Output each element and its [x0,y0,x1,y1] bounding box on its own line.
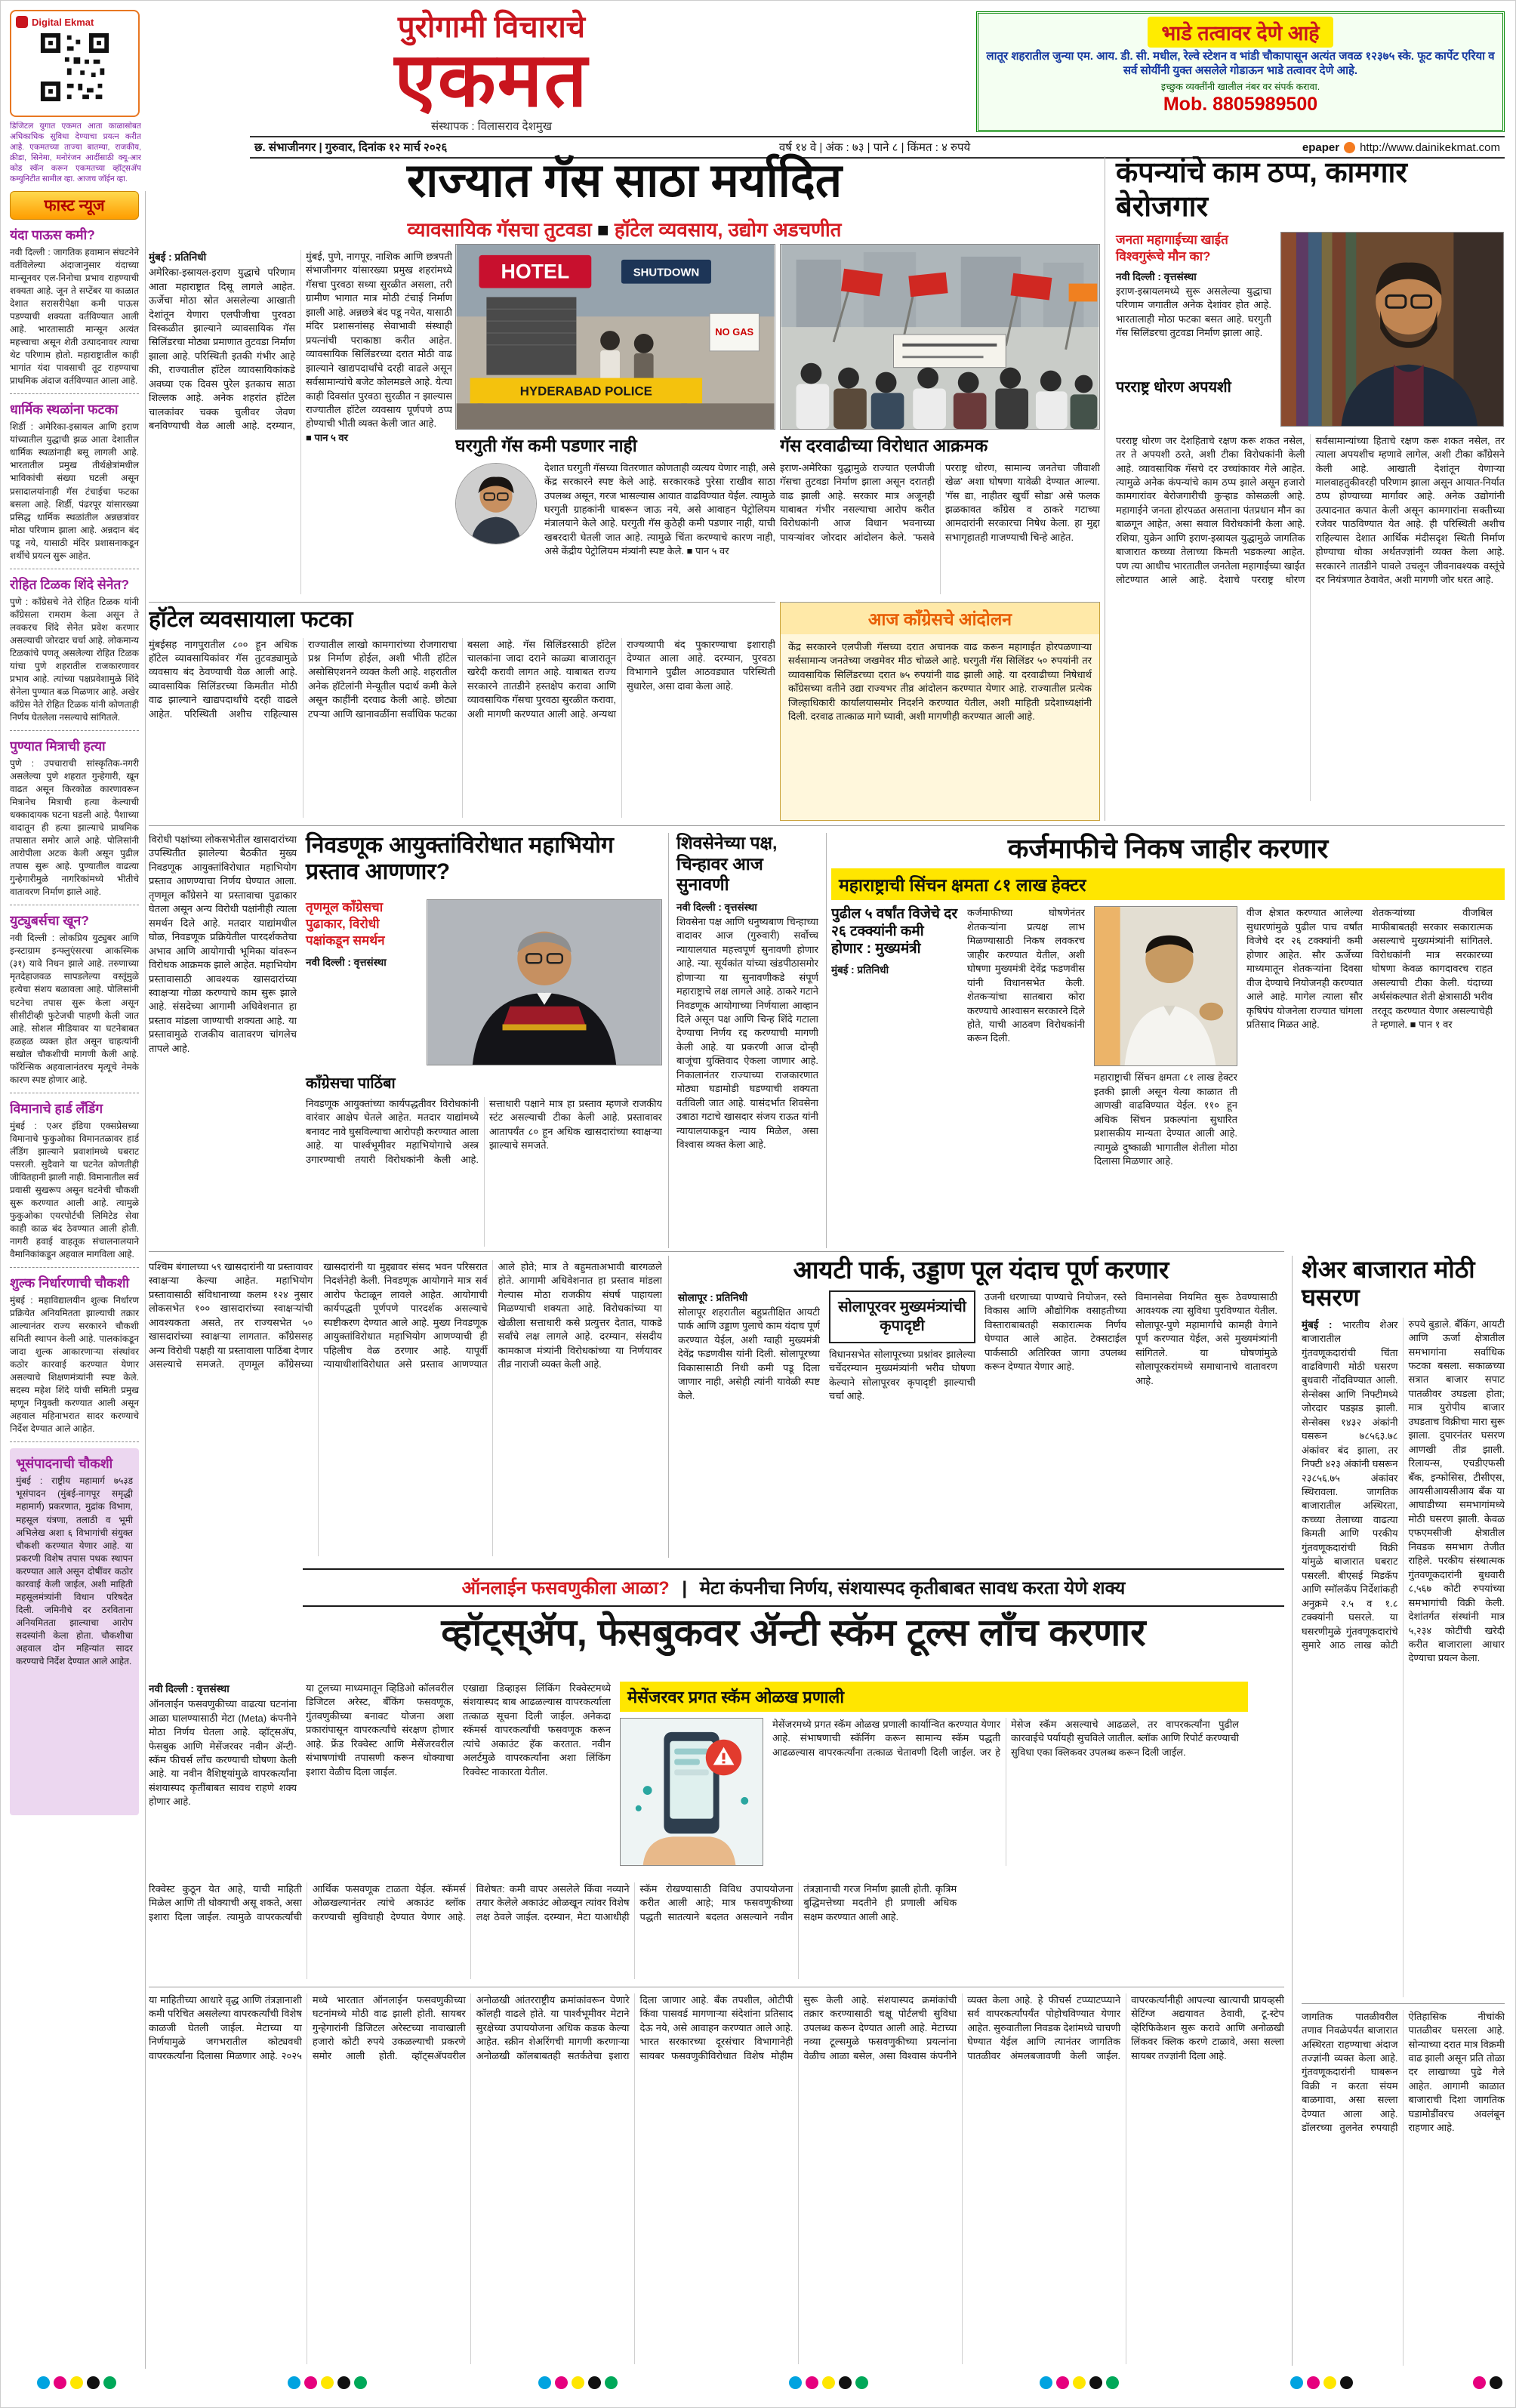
scam-body-colB: या टूलच्या माध्यमातून व्हिडिओ कॉलवरील डिजिटल अरेस्ट, बँकिंग फसवणूक, गुंतवणुकीच्या बनावट योजना अशा प्रकारांपासून वापरकर्त्यांचे संरक्षण होणार आहे. फ्रेंड रिक्वेस्ट आणि मेसेंजरवरील संभाषणांची तपासणी करून धोक्याचा इशारा वेळीच दिला जाईल. [306,1682,454,1777]
it-park-headline: आयटी पार्क, उड्डाण पूल यंदाच पूर्ण करणार [793,1256,1169,1284]
fast-news-headline: धार्मिक स्थळांना फटका [10,402,119,418]
scam-headline: व्हॉट्स्ॲप, फेसबुकवर ॲन्टी स्कॅम टूल्स लाँच करणार [441,1611,1146,1654]
price-hike-protest-substory [780,436,1100,597]
domestic-gas-headline: घरगुती गॅस कमी पडणार नाही [455,436,637,455]
solapur-cm-box-headline: सोलापूरवर मुख्यमंत्र्यांची कृपादृष्टी [829,1290,975,1343]
fast-news-title: फास्ट न्यूज [10,191,139,220]
companies-headline: कंपन्यांचे काम ठप्प, कामगार बेरोजगार [1116,157,1407,223]
congress-protest-headline: आज काँग्रेसचे आंदोलन [781,603,1099,634]
chief-minister-photo [1094,906,1237,1066]
section-divider [149,825,1505,826]
impeachment-story [149,833,662,1248]
police-barricade-text: HYDERABAD POLICE [519,384,652,399]
fast-news-body: शिर्डी : अमेरिका-इस्रायल आणि इराण यांच्यातील युद्धाची झळ आता देशातील धार्मिक स्थळांनाही बसू लागली आहे. भारतातील प्रमुख तीर्थक्षेत्रांमधील भाविकांची संख्या घटली असून प्रसादालयांनाही गॅस टंचाईचा फटका बसला आहे. शिर्डी, पंढरपूर यांसारख्या प्रसिद्ध धार्मिक स्थळांतील अन्नछत्रांवर मोठा परिणाम झाला आहे. अन्नदान बंद पडू नये, यासाठी मंदिर प्रशासनाकडून शर्थीचे प्रयत्न सुरू आहेत. [10,421,139,561]
fast-news-body: पुणे : काँग्रेसचे नेते रोहित टिळक यांनी काँग्रेसला रामराम केला असून ते लवकरच शिंदे सेनेत प्रवेश करणार असल्याची जोरदार चर्चा आहे. लोकमान्य टिळकांचे पणतू असलेल्या रोहित टिळक यांचा पुणे शहरातील राजकारणावर प्रभाव आहे. त्यांच्या पक्षप्रवेशामुळे शिंदे सेनेला पुण्यात बळ मिळणार आहे. अखेर काँग्रेस नेते रोहित टिळक यांनी कोणताही निर्णय घेतलेला नसल्याचे सांगितले. [10,596,139,723]
masthead-tagline: पुरोगामी विचाराचे [397,11,586,44]
impeachment-byline: नवी दिल्ली : वृत्तसंस्था [306,957,387,969]
lead-body [149,250,452,594]
fast-news-body: मुंबई : एअर इंडिया एक्सप्रेसच्या विमानाचे फुकुओका विमानतळावर हार्ड लँडिंग झाल्याने प्रवाशांमध्ये घबराट पसरली. सुदैवाने या घटनेत कोणतीही जीवितहानी झाली नाही. विमानातील सर्व प्रवासी सुखरूप असून घटनेची चौकशी सुरू करण्यात आली आहे. त्यामुळे फुकुओका एयरपोर्टची लिमिटेड सेवा काही काळ बंद ठेवण्यात आली होती. नागरी हवाई वाहतूक संचालनालयाने वैमानिकांकडून अहवाल मागविला आहे. [10,1120,139,1260]
scam-kicker-black: मेटा कंपनीचा निर्णय, संशयास्पद कृतीबाबत सावध करता येणे शक्य [699,1578,1126,1599]
domestic-gas-substory [455,436,775,597]
it-park-body-col3: विमानसेवा नियमित सुरू ठेवण्यासाठी आवश्यक त्या सुविधा पुरविण्यात येतील. सोलापूर-पुणे महामार्गाचे कामही वेगाने पूर्ण करण्यात येईल, असे मुख्यमंत्र्यांनी सांगितले. या घोषणांमुळे सोलापूरकरांमध्ये समाधानाचे वातावरण आहे. [1135,1290,1277,1386]
scam-body-colC: एखाद्या डिव्हाइस लिंकिंग रिक्वेस्टमध्ये संशयास्पद बाब आढळल्यास वापरकर्त्याला तत्काळ सूचना दिली जाईल. अनेकदा स्कॅमर्स वापरकर्त्यांची फसवणूक करून त्यांचे अकाउंट हॅक करतात. नवीन अलर्टमुळे वापरकर्त्यांना अशा लिंकिंग रिक्वेस्ट नाकारता येतील. [463,1682,611,1777]
hotel-impact-body: मुंबईसह नागपुरातील ८०० हून अधिक हॉटेल व्यावसायिकांवर गॅस तुटवड्यामुळे व्यवसाय बंद ठेवण्याची वेळ आली आहे. व्यावसायिक सिलिंडरच्या किमतीत मोठी वाढ झाल्याने खाद्यपदार्थांचे दरही वाढले आहेत. परिस्थिती अशीच राहिल्यास राज्यातील लाखो कामगारांच्या रोजगाराचा प्रश्न निर्माण होईल, अशी भीती हॉटेल असोसिएशनने व्यक्त केली आहे. शहरातील अनेक हॉटेलांनी मेन्यूतील पदार्थ कमी केले असून काहींनी दरवाढ केली आहे. छोट्या टपऱ्या आणि खानावळींना सर्वाधिक फटका बसला आहे. गॅस सिलिंडरसाठी हॉटेल चालकांना जादा दराने काळ्या बाजारातून खरेदी करावी लागत आहे. याबाबत राज्य सरकारने तातडीने हस्तक्षेप करावा आणि व्यावसायिक गॅसचा पुरवठा सुरळीत करावा, अशी मागणी करण्यात आली आहे. अन्यथा राज्यव्यापी बंद पुकारण्याचा इशाराही देण्यात आला आहे. दरम्यान, पुरवठा विभागाने पुढील आठवड्यात परिस्थिती सुधारेल, असा दावा केला आहे. [149,638,775,720]
loan-waiver-story [831,833,1505,1248]
fast-news-item-religious-places [10,400,139,569]
impeachment-continuation: पश्चिम बंगालच्या ५९ खासदारांनी या प्रस्तावावर स्वाक्षऱ्या केल्या आहेत. महाभियोग प्रस्तावासाठी संविधानाच्या कलम १२४ नुसार लोकसभेत १०० खासदारांच्या स्वाक्षऱ्यांची आवश्यकता असते, तर राज्यसभेत ५० खासदारांच्या स्वाक्षऱ्या लागतात. काँग्रेससह अन्य विरोधी पक्षही या प्रस्तावाला पाठिंबा देणार असल्याचे समजते. तृणमूल काँग्रेसच्या खासदारांनी या मुद्द्यावर संसद भवन परिसरात निदर्शनेही केली. निवडणूक आयोगाने मात्र सर्व आरोप फेटाळून लावले आहेत. आयोगाची कार्यपद्धती पूर्णपणे पारदर्शक असल्याचे स्पष्टीकरण देण्यात आले आहे. मुख्य निवडणूक आयुक्तांविरोधात महाभियोग आणण्याची ही पहिलीच वेळ ठरणार आहे. यापूर्वी न्यायाधीशांविरोधात असे प्रस्ताव आणण्यात आले होते; मात्र ते बहुमताअभावी बारगळले होते. आगामी अधिवेशनात हा प्रस्ताव मांडला गेल्यास मोठा राजकीय संघर्ष पाहायला मिळण्याची शक्यता आहे. विरोधकांच्या या खेळीला सत्ताधारी कसे प्रत्युत्तर देतात, याकडे सर्वांचे लक्ष लागले आहे. दरम्यान, संसदीय कामकाज मंत्र्यांनी विरोधकांच्या या निर्णयावर तीव्र नाराजी व्यक्त केली आहे. [149,1261,662,1370]
loan-body-col2: महाराष्ट्राची सिंचन क्षमता ८१ लाख हेक्टर इतकी झाली असून येत्या काळात ती आणखी वाढविण्यात येईल. ११० हून अधिक सिंचन प्रकल्पांना सुधारित प्रशासकीय मान्यता देण्यात आली आहे. त्यामुळे दुष्काळी भागातील शेतीला मोठा दिलासा मिळणार आहे. [1094,1071,1237,1167]
fast-news-headline: शुल्क निर्धारणाची चौकशी [10,1275,130,1291]
fast-news-body: नवी दिल्ली : जागतिक हवामान संघटनेने वर्तविलेल्या अंदाजानुसार यंदाच्या मान्सूनवर एल-निनोचा प्रभाव राहण्याची शक्यता आहे. जून ते सप्टेंबर या काळात देशात सरासरीपेक्षा कमी पाऊस पडण्याची शक्यता वर्तविण्यात आली आहे. भारतासाठी मान्सून अत्यंत महत्त्वाचा असून शेती उत्पादनावर त्याचा थेट परिणाम होतो. महाराष्ट्रातील काही भागांत यंदा पावसाची तूट राहण्याचा प्राथमिक अंदाज वर्तविण्यात आला आहे. [10,247,139,387]
epaper-icon [1344,142,1355,153]
loan-body-col4: शेतकऱ्यांच्या वीजबिल माफीबाबतही सरकार सकारात्मक असल्याचे मुख्यमंत्र्यांनी सांगितले. विरोधकांनी मात्र सरकारच्या घोषणा केवळ कागदावरच राहत असल्याची टीका केली. यंदाच्या अर्थसंकल्पात शेती क्षेत्रासाठी भरीव तरतूद करण्यात येणार असल्याचेही ते म्हणाले. ■ पान १ वर [1372,907,1493,1031]
share-market-body: भारतीय शेअर बाजारातील गुंतवणूकदारांची चिंता वाढविणारी मोठी घसरण बुधवारी नोंदविण्यात आली. सेन्सेक्स आणि निफ्टीमध्ये जोरदार पडझड झाली. सेन्सेक्स १४३२ अंकांनी घसरून ७८५६३.७८ अंकांवर बंद झाला, तर निफ्टी ४२३ अंकांनी घसरून २३८५६.७५ अंकांवर स्थिरावला. जागतिक बाजारातील अस्थिरता, कच्च्या तेलाच्या वाढत्या किमती आणि परकीय गुंतवणूकदारांची विक्री यांमुळे बाजारात घबराट पसरली. बीएसई मिडकॅप आणि स्मॉलकॅप निर्देशांकही अनुक्रमे २.५ व १.८ टक्क्यांनी घसरले. या घसरणीमुळे गुंतवणूकदारांचे सुमारे आठ लाख कोटी रुपये बुडाले. बँकिंग, आयटी आणि ऊर्जा क्षेत्रातील समभागांना सर्वाधिक फटका बसला. सकाळच्या सत्रात बाजार सपाट पातळीवर उघडला होता; मात्र युरोपीय बाजार उघडताच विक्रीचा मारा सुरू झाला. दुपारनंतर घसरण आणखी तीव्र झाली. रिलायन्स, एचडीएफसी बँक, इन्फोसिस, टीसीएस, आयसीआयसीआय बँक या आघाडीच्या समभागांमध्ये मोठी घसरण झाली. केवळ एफएमसीजी क्षेत्रातील निवडक समभाग तेजीत राहिले. परकीय संस्थात्मक गुंतवणूकदारांनी बुधवारी ८,५६७ कोटी रुपयांच्या समभागांची विक्री केली. देशांतर्गत संस्थांनी मात्र ५,२३४ कोटींची खरेदी करीत बाजाराला आधार देण्याचा प्रयत्न केला. [1302,1318,1505,1664]
loan-body-col1: कर्जमाफीच्या घोषणेनंतर शेतकऱ्यांना प्रत्यक्ष लाभ मिळण्यासाठी निकष लवकरच जाहीर करण्यात येतील, अशी घोषणा मुख्यमंत्री देवेंद्र फडणवीस यांनी विधानसभेत केली. शेतकऱ्यांचा सातबारा कोरा करण्याचे आश्वासन सरकारने दिले होते, याची आठवण विरोधकांनी करून दिली. [967,907,1085,1044]
no-gas-poster-text: NO GAS [715,326,754,338]
scam-alert-illustration [620,1718,763,1866]
fast-news-headline: पुण्यात मित्राची हत्या [10,738,106,754]
domestic-gas-body: देशात घरगुती गॅसच्या वितरणात कोणताही व्यत्यय येणार नाही, असे केंद्र सरकारने स्पष्ट केले आहे. सरकारकडे पुरेसा राखीव साठा उपलब्ध असून, गरज भासल्यास आयात वाढविण्यात येईल. त्यामुळे घरगुती ग्राहकांनी घाबरून जाऊ नये, असे आवाहन पेट्रोलियम मंत्रालयाने केले आहे. घरगुती गॅस कुठेही कमी पडणार नाही, याची खबरदारी घेतली जात आहे. त्यामुळे चिंता करण्याचे कारण नाही, असे केंद्रीय पेट्रोलियम मंत्र्यांनी स्पष्ट केले. ■ पान ५ वर [544,461,775,557]
ad-contact: इच्छुक व्यक्तींनी खालील नंबर वर संपर्क करावा. [1160,81,1320,92]
gas-shortage-hotel-photo [455,244,775,430]
lead-subhead-right: हॉटेल व्यवसाय, उद्योग अडचणीत [614,218,842,241]
issue-info: वर्ष १४ वे | अंक : ७३ | पाने ८ | किंमत : ४ रुपये [778,141,971,154]
fast-news-item-rohit-tilak [10,575,139,731]
fast-news-item-hard-landing [10,1099,139,1268]
hotel-impact-story [149,602,775,821]
rental-ad-box [976,11,1505,132]
phone-warning-illustration [621,1719,763,1865]
print-registration-marks [1,2376,1516,2394]
price-hike-body: इराण-अमेरिका युद्धामुळे राज्यात एलपीजी गॅसचा तुटवडा निर्माण झाला असून दरातही वाढ झाली आहे. सरकार मात्र अजूनही याबाबत गंभीर नसल्याचा आरोप करीत विरोधकांनी आज विधान भवनाच्या पायऱ्यांवर जोरदार आंदोलन केले. 'फसवे परराष्ट्र धोरण, सामान्य जनतेचा जीवाशी खेळ' अशा घोषणा यावेळी देण्यात आल्या. 'गॅस द्या, नाहीतर खुर्ची सोडा' असे फलक झळकावत काँग्रेस व ठाकरे गटाच्या आमदारांनी सरकारचा निषेध केला. हा मुद्दा सभागृहातही गाजण्याची चिन्हे आहेत. [780,461,1100,543]
impeachment-headline: निवडणूक आयुक्तांविरोधात महाभियोग प्रस्ताव आणणार? [306,833,614,884]
ekmat-logo-icon [16,16,28,28]
scam-kicker-bar [303,1568,1284,1607]
fast-news-body: पुणे : उपचाराची सांस्कृतिक-नगरी असलेल्या पुणे शहरात गुन्हेगारी, खून वाढत असून किरकोळ कारणावरून मित्रानेच मित्राची हत्या केल्याची धक्कादायक घटना घडली आहे. पैशाच्या वादातून ही हत्या झाल्याचे प्राथमिक तपासात समोर आले आहे. पोलिसांनी आरोपीला अटक केली असून पुढील तपास सुरू आहे. पुण्यातील वाढत्या गुन्हेगारीमुळे नागरिकांमध्ये भीतीचे वातावरण निर्माण झाले आहे. [10,758,139,898]
loan-byline: मुंबई : प्रतिनिधी [831,964,889,976]
fast-news-body: मुंबई : महाविद्यालयीन शुल्क निर्धारण प्रक्रियेत अनियमितता झाल्याची तक्रार आल्यानंतर राज्य सरकारने चौकशी समिती स्थापन केली आहे. पालकांकडून जादा शुल्क आकारणाऱ्या संस्थांवर कठोर कारवाई करण्यात येणार असल्याचे शिक्षणमंत्र्यांनी स्पष्ट केले. सदस्य महेश शिंदे यांची समिती प्रमुख म्हणून नियुक्ती करण्यात आली असून अहवाल महिनाभरात सादर करण्याचे निर्देश देण्यात आले आहेत. [10,1295,139,1435]
fast-news-sidebar [10,191,146,2369]
shivsena-headline: शिवसेनेच्या पक्ष, चिन्हावर आज सुनावणी [676,833,778,895]
lead-body-text: अमेरिका-इस्रायल-इराण युद्धाचे परिणाम आता महाराष्ट्रात दिसू लागले आहेत. ऊर्जेचा मोठा स्रोत असलेल्या आखाती देशांतून येणारा एलपीजीचा पुरवठा विस्कळीत झाल्याने व्यावसायिक गॅस सिलिंडरचा मोठ्या प्रमाणात तुटवडा निर्माण झाला आहे. परिस्थिती इतकी गंभीर आहे की, राज्यातील हॉटेल व्यावसायिकांकडे अवघ्या एक दिवस पुरेल इतकाच साठा शिल्लक आहे. अनेक शहरांत हॉटेल चालकांवर चक्क चुलीवर जेवण बनविण्याची वेळ आली आहे. दरम्यान, मुंबई, पुणे, नागपूर, नाशिक आणि छत्रपती संभाजीनगर यांसारख्या प्रमुख शहरांमध्ये गॅसचा पुरवठा सध्या सुरळीत असला, तरी ग्रामीण भागात मात्र मोठी टंचाई निर्माण झाली आहे. अन्नछत्रे बंद पडू नयेत, यासाठी मंदिर प्रशासनांसह सेवाभावी संस्थाही प्रयत्नांची पराकाष्ठा करीत आहेत. व्यावसायिक सिलिंडरच्या दरात मोठी वाढ झाल्याने खाद्यपदार्थांचे दरही वाढले असून सर्वसामान्यांचे बजेट कोलमडले आहे. येत्या काही दिवसांत पुरवठा सुरळीत न झाल्यास राज्यातील हॉटेल व्यवसाय पूर्णपणे ठप्प होण्याची भीती व्यक्त केली जात आहे. [149,251,452,432]
scam-body-middle: रिक्वेस्ट कुठून येत आहे, याची माहिती मिळेल आणि ती धोक्याची असू शकते, असा इशारा दिला जाईल. त्यामुळे वापरकर्त्यांची आर्थिक फसवणूक टाळता येईल. स्कॅमर्स ओळखल्यानंतर त्यांचे अकाउंट ब्लॉक करण्याची सुविधाही देण्यात येणार आहे. विशेषत: कमी वापर असलेले किंवा नव्याने तयार केलेले अकाउंट ओळखून त्यांवर विशेष लक्ष ठेवले जाईल. दरम्यान, मेटा याआधीही स्कॅम रोखण्यासाठी विविध उपाययोजना करीत आली आहे; मात्र फसवणुकीच्या पद्धती सातत्याने बदलत असल्याने नवीन तंत्रज्ञानाची गरज निर्माण झाली होती. कृत्रिम बुद्धिमत्तेच्या मदतीने ही प्रणाली अधिक सक्षम करण्यात आली आहे. [149,1883,957,1922]
fast-news-headline: रोहित टिळक शिंदे सेनेत? [10,576,130,592]
hotel-sign-text: HOTEL [501,260,570,283]
companies-shutdown-story [1105,156,1505,821]
it-park-body-col2: उजनी धरणाच्या पाण्याचे नियोजन, रस्ते विकास आणि औद्योगिक वसाहतीच्या विस्ताराबाबतही सकारात्मक निर्णय घेण्यात आले आहेत. टेक्सटाईल पार्कसाठी अतिरिक्त जागा उपलब्ध करून देण्यात येणार आहे. [984,1290,1126,1373]
official-portrait-photo [455,463,537,544]
companies-body-main: परराष्ट्र धोरण जर देशहिताचे रक्षण करू शकत नसेल, तर ते अपयशी ठरते, अशी टीका विरोधकांनी केली आहे. व्यावसायिक गॅसचे दर उच्चांकावर गेले आहेत. त्यामुळे अनेक कंपन्यांचे काम ठप्प झाले असून हजारो कामगारांवर बेरोजगारीची कुऱ्हाड कोसळली आहे. महागाईने जनता होरपळत असताना पंतप्रधान मौन का बाळगून आहेत, असा सवाल विरोधकांनी केला आहे. रशिया, युक्रेन आणि इराण-इस्रायल युद्धामुळे जागतिक बाजारात कच्च्या तेलाच्या किमती भडकल्या आहेत. पण त्या आधीच भारतातील जनतेला महागाईच्या खाईत लोटण्यात आले आहे. देशाचे परराष्ट्र धोरण सर्वसामान्यांच्या हिताचे रक्षण करू शकत नसेल, तर त्याला अपयशीच म्हणावे लागेल, अशी टीका काँग्रेसने केली आहे. आखाती देशांतून येणाऱ्या मालवाहतुकीवरही परिणाम झाला असून आयात-निर्यात ठप्प होण्याच्या मार्गावर आहे. अनेक उद्योगांनी उत्पादनात कपात केली असून कामगारांना सक्तीच्या रजेवर पाठविण्यात येत आहे. ही परिस्थिती अशीच राहिल्यास देशात आर्थिक मंदीसदृश स्थिती निर्माण होण्याचा धोका अर्थतज्ज्ञांनी व्यक्त केला आहे. सरकारने तातडीने पावले उचलून जीवनावश्यक वस्तूंचे दर नियंत्रणात ठेवावेत, अशी मागणी जोर धरत आहे. [1116,434,1505,586]
qr-brand-title: Digital Ekmat [32,16,94,28]
lead-jump-ref: ■ पान ५ वर [306,431,348,443]
ad-title: भाडे तत्वावर देणे आहे [1148,17,1333,48]
share-market-headline: शेअर बाजारात मोठी घसरण [1302,1256,1475,1311]
it-park-body-col1: सोलापूर शहरातील बहुप्रतीक्षित आयटी पार्क आणि उड्डाण पुलाचे काम यंदाच पूर्ण करण्यात येईल, अशी ग्वाही मुख्यमंत्री देवेंद्र फडणवीस यांनी दिली. सोलापूरच्या विकासासाठी निधी कमी पडू दिला जाणार नाही, असेही त्यांनी यावेळी स्पष्ट केले. [678,1306,820,1401]
lead-byline: मुंबई : प्रतिनिधी [149,251,207,263]
congress-support-subhead: काँग्रेसचा पाठिंबा [306,1075,396,1092]
irrigation-highlight-bar: महाराष्ट्राची सिंचन क्षमता ८१ लाख हेक्टर [831,868,1505,900]
fast-news-headline: विमानाचे हार्ड लँडिंग [10,1100,103,1116]
scam-body-colA [149,1682,297,1873]
election-commissioner-photo [427,899,662,1065]
fast-news-item-pune-murder [10,737,139,905]
scam-body-lower: या माहितीच्या आधारे वृद्ध आणि तंत्रज्ञानाशी कमी परिचित असलेल्या वापरकर्त्यांची विशेष काळजी घेतली जाईल. मेटाच्या या निर्णयामुळे जगभरातील कोट्यवधी वापरकर्त्यांना दिलासा मिळणार आहे. २०२५ मध्ये भारतात ऑनलाईन फसवणुकीच्या घटनांमध्ये मोठी वाढ झाली होती. सायबर गुन्हेगारांनी डिजिटल अरेस्टच्या नावाखाली हजारो कोटी रुपये उकळल्याची प्रकरणे समोर आली होती. व्हॉट्सॲपवरील अनोळखी आंतरराष्ट्रीय क्रमांकांवरून येणारे कॉलही वाढले होते. या पार्श्वभूमीवर मेटाने सुरक्षेच्या उपाययोजना अधिक कडक केल्या आहेत. स्क्रीन शेअरिंगची मागणी करणाऱ्या अनोळखी कॉलबाबतही सतर्कतेचा इशारा दिला जाणार आहे. बँक तपशील, ओटीपी किंवा पासवर्ड मागणाऱ्या संदेशांना प्रतिसाद देऊ नये, असे आवाहन करण्यात आले आहे. भारत सरकारच्या दूरसंचार विभागानेही सायबर फसवणुकीविरोधात विशेष मोहीम सुरू केली आहे. संशयास्पद क्रमांकांची तक्रार करण्यासाठी चक्षू पोर्टलची सुविधा उपलब्ध करून देण्यात आली आहे. मेटाच्या नव्या टूल्समुळे फसवणुकीच्या प्रयत्नांना वेळीच आळा बसेल, असा विश्वास कंपनीने व्यक्त केला आहे. हे फीचर्स टप्प्याटप्प्याने सर्व वापरकर्त्यांपर्यंत पोहोचविण्यात येणार आहेत. सुरुवातीला निवडक देशांमध्ये चाचणी घेण्यात येईल आणि त्यानंतर जागतिक पातळीवर अंमलबजावणी केली जाईल. वापरकर्त्यांनीही आपल्या खात्याची प्रायव्हसी सेटिंग्ज अद्ययावत ठेवावी, टू-स्टेप व्हेरिफिकेशन सुरू करावे आणि अनोळखी लिंकवर क्लिक करणे टाळावे, असा सल्ला सायबर तज्ज्ञांनी दिला आहे. [149,1987,1284,2364]
protest-scene [781,245,1099,429]
regmark-group [288,2376,371,2393]
regmark-group [1473,2376,1506,2393]
foreign-policy-subhead: परराष्ट्र धोरण अपयशी [1116,378,1231,396]
ad-phone-number: Mob. 8805989500 [1163,93,1318,115]
regmark-group [1040,2376,1123,2393]
impeachment-body-col2: निवडणूक आयुक्तांच्या कार्यपद्धतीवर विरोधकांनी वारंवार आक्षेप घेतले आहेत. मतदार याद्यांमध्ये बनावट नावे घुसविल्याचा आरोपही करण्यात आला आहे. या पार्श्वभूमीवर महाभियोगाचे अस्त्र उगारण्याची तयारी विरोधकांनी केली आहे. सत्ताधारी पक्षाने मात्र हा प्रस्ताव म्हणजे राजकीय स्टंट असल्याची टीका केली आहे. प्रस्तावावर आतापर्यंत ८० हून अधिक खासदारांच्या स्वाक्षऱ्या झाल्याचे समजते. [306,1098,662,1165]
masthead-founder: संस्थापक : विलासराव देशमुख [430,120,553,133]
impeachment-kicker: तृणमूल काँग्रेसचा पुढाकार, विरोधी पक्षांकडून समर्थन [306,900,385,948]
subhead-bullet-icon: ■ [596,218,609,241]
fast-news-headline: युट्युबर्सचा खून? [10,913,89,929]
shivsena-byline: नवी दिल्ली : वृत्तसंस्था [676,901,757,913]
shutdown-banner-text: SHUTDOWN [633,267,700,279]
hotel-impact-headline: हॉटेल व्यवसायाला फटका [149,607,353,632]
congress-protest-body: केंद्र सरकारने एलपीजी गॅसच्या दरात अचानक वाढ करून महागाईत होरपळणाऱ्या सर्वसामान्य जनतेच्या जखमेवर मीठ चोळले आहे. घरगुती गॅस सिलिंडर ५० रुपयांनी तर व्यावसायिक सिलिंडरच्या दरात ७५ रुपयांनी वाढ झाली आहे. या दरवाढीच्या निषेधार्थ काँग्रेसच्या वतीने उद्या राज्यभर तीव्र आंदोलन करण्यात येणार आहे. राज्यातील प्रत्येक जिल्हाधिकारी कार्यालयासमोर निदर्शने करण्यात येतील, अशी माहिती प्रदेशाध्यक्षांनी दिली. दरवाढ तात्काळ मागे घ्यावी, अशी मागणीही करण्यात आली आहे. [788,641,1092,723]
scam-colA-text: ऑनलाईन फसवणुकीच्या वाढत्या घटनांना आळा घालण्यासाठी मेटा (Meta) कंपनीने मोठा निर्णय घेतला आहे. व्हॉट्सॲप, फेसबुक आणि मेसेंजरवर नवीन ॲन्टी-स्कॅम फीचर्स लाँच करण्याची घोषणा केली आहे. या नवीन वैशिष्ट्यांमुळे वापरकर्त्यांना संशयास्पद कृतींबाबत सावध राहणे शक्य होणार आहे. [149,1698,297,1808]
qr-caption: डिजिटल युगात एकमत आता काळासोबत अधिकाधिक सुविधा देण्याचा प्रयत्न करीत आहे. एकमतच्या ताज्या बातम्या, राजकीय, क्रीडा, सिनेमा, मनोरंजन आदींसाठी क्यू-आर कोड स्कॅन करून एकमतच्या व्हॉट्सॲप कम्युनिटीत सामील व्हा. आजच जॉईन व्हा. [10,122,141,183]
digital-ekmat-brand [16,16,134,28]
cm-fadnavis-portrait [1095,907,1237,1065]
share-market-story [1292,1256,1505,2366]
masthead [242,11,741,134]
fast-news-headline: भूसंपादनाची चौकशी [16,1456,113,1472]
edition-dateline: छ. संभाजीनगर | गुरुवार, दिनांक १२ मार्च २०२६ [254,141,448,154]
fast-news-item-rain [10,226,139,394]
regmark-group [37,2376,120,2393]
loan-body-col3: वीज क्षेत्रात करण्यात आलेल्या सुधारणांमुळे पुढील पाच वर्षांत विजेचे दर २६ टक्क्यांनी कमी होणार आहेत. सौर ऊर्जेच्या माध्यमातून शेतकऱ्यांना दिवसा वीज देण्याचे नियोजनही करण्यात आले आहे. मागेल त्याला सौर कृषिपंप योजनेला राज्यात चांगला प्रतिसाद मिळत आहे. [1246,907,1363,1031]
digital-ekmat-qr-box [10,10,140,117]
lead-headline: राज्यात गॅस साठा मर्यादित [406,155,843,207]
messenger-feature-headline: मेसेंजरवर प्रगत स्कॅम ओळख प्रणाली [620,1682,1248,1712]
shivsena-hearing-story [668,833,827,1248]
electricity-rates-subhead: पुढील ५ वर्षांत विजेचे दर २६ टक्क्यांनी कमी होणार : मुख्यमंत्री [831,906,958,957]
lead-subhead [149,215,1100,242]
official-portrait [456,464,536,544]
regmark-group [538,2376,621,2393]
fast-news-headline: यंदा पाऊस कमी? [10,227,95,242]
solapur-cm-box-body: विधानसभेत सोलापूरच्या प्रश्नांवर झालेल्या चर्चेदरम्यान मुख्यमंत्र्यांनी भरीव घोषणा केल्याने सोलापूरवर कृपादृष्टी झाल्याची चर्चा आहे. [829,1348,975,1402]
impeachment-body-col1: विरोधी पक्षांच्या लोकसभेतील खासदारांच्या उपस्थितीत झालेल्या बैठकीत मुख्य निवडणूक आयुक्तांविरोधात महाभियोग प्रस्ताव आणण्याचा निर्णय घेण्यात आला. तृणमूल काँग्रेसने या प्रस्तावाचा पुढाकार घेतला असून अन्य विरोधी पक्षांनीही त्याला समर्थन दिले आहे. मतदार याद्यांमधील घोळ, निवडणूक प्रक्रियेतील पारदर्शकतेचा अभाव आणि आयोगाची भूमिका यांवरून विरोधक आक्रमक झाले आहेत. महाभियोग प्रस्तावासाठी आवश्यक खासदारांच्या स्वाक्षऱ्या गोळा करण्याचे काम सुरू झाले आहे. संसदेच्या आगामी अधिवेशनात हा प्रस्ताव मांडला जाण्याची शक्यता आहे. या प्रस्तावामुळे राजकीय वातावरण चांगलेच तापले आहे. [149,834,297,1054]
gas-protest-photo [780,244,1100,430]
fast-news-body: नवी दिल्ली : लोकप्रिय युट्युबर आणि इन्स्टाग्राम इन्फ्लुएंसरचा आकस्मिक (३१) यावे निधन झाले आहे. तरुणाच्या मृतदेहाजवळ सापडलेल्या वस्तूंमुळे हत्येचा संशय बळावला आहे. पोलिसांनी घटनेचा तपास सुरू केला असून सीसीटीव्ही फुटेजची पाहणी केली जात आहे. सोशल मीडियावर या घटनेबाबत हळहळ व्यक्त होत असून चाहत्यांनी सखोल चौकशीची मागणी केली आहे. फॉरेन्सिक अहवालानंतरच मृत्यूचे नेमके कारण स्पष्ट होणार आहे. [10,933,139,1085]
regmark-group [1290,2376,1357,2393]
qr-code-icon [39,31,111,103]
companies-body-intro: इराण-इस्रायलमध्ये सुरू असलेल्या युद्धाचा परिणाम जगातील अनेक देशांवर होत आहे. भारतालाही मोठा फटका बसत आहे. घरगुती गॅस सिलिंडरचा तुटवडा निर्माण झाला आहे. [1116,285,1271,339]
hotel-street-scene [456,245,775,429]
epaper-label: epaper [1302,140,1340,154]
share-market-body-continued: जागतिक पातळीवरील तणाव निवळेपर्यंत बाजारात अस्थिरता राहण्याचा अंदाज तज्ज्ञांनी व्यक्त केला आहे. गुंतवणूकदारांनी घाबरून विक्री न करता संयम बाळगावा, असा सल्ला देण्यात आला आहे. डॉलरच्या तुलनेत रुपयाही ऐतिहासिक नीचांकी पातळीवर घसरला आहे. सोन्याच्या दरात मात्र विक्रमी वाढ झाली असून प्रति तोळा दर लाखाच्या पुढे गेले आहेत. आगामी काळात बाजाराची दिशा जागतिक घडामोडींवरच अवलंबून राहणार आहे. [1302,2003,1505,2366]
fast-news-item-youtuber [10,911,139,1093]
messenger-scam-feature-box [620,1682,1248,1873]
fast-news-body: मुंबई : राष्ट्रीय महामार्ग ७५३ड भूसंपादन (मुंबई-नागपूर समृद्धी महामार्ग) प्रकरणात, मुद्रांक विभाग, महसूल यंत्रणा, तलाठी व भूमी अभिलेख अशा ६ विभागांची संयुक्त चौकशी करण्यात येणार आहे. या प्रकरणी विशेष तपास पथक स्थापन करण्यात आले असून दोषींवर कठोर कारवाई केली जाईल, अशी माहिती महसूलमंत्र्यांनी विधान परिषदेत दिली. जमिनीचे दर ठरविताना अनियमितता झाल्याचा आरोप सदस्यांनी केला होता. चौकशीचा अहवाल दोन महिन्यांत सादर करण्याचे निर्देश देण्यात आले आहेत. [16,1475,133,1666]
epaper-url-link[interactable]: http://www.dainikekmat.com [1360,140,1500,154]
companies-kicker: जनता महागाईच्या खाईत विश्वगुरूंचे मौन का? [1116,232,1228,264]
scam-byline: नवी दिल्ली : वृत्तसंस्था [149,1683,230,1694]
scam-kicker-red: ऑनलाईन फसवणुकीला आळा? [461,1578,670,1599]
masthead-title: एकमत [394,38,589,122]
bearded-man-portrait [1281,233,1503,426]
ad-body: लातूर शहरातील जुन्या एम. आय. डी. सी. मधील, रेल्वे स्टेशन व भांडी चौकापासून अत्यंत जवळ १२३७५ स्के. फूट कार्पेट एरिया व सर्व सोयींनी युक्त असलेले गोडाऊन भाडे तत्वावर देणे आहे. [986,50,1495,77]
fast-news-item-land-acquisition [10,1448,139,1815]
regmark-group [789,2376,872,2393]
fast-news-item-fee-inquiry [10,1274,139,1442]
share-market-byline: मुंबई : [1302,1318,1333,1330]
kicker-separator: | [682,1578,688,1599]
section-divider [149,1251,1284,1252]
companies-byline: नवी दिल्ली : वृत्तसंस्था [1116,270,1197,282]
shivsena-body: शिवसेना पक्ष आणि धनुष्यबाण चिन्हाच्या वादावर आज (गुरुवारी) सर्वोच्च न्यायालयात महत्त्वपूर्ण सुनावणी होणार आहे. न्या. सूर्यकांत यांच्या खंडपीठासमोर होणाऱ्या या सुनावणीकडे संपूर्ण महाराष्ट्राचे लक्ष लागले आहे. ठाकरे गटाने निवडणूक आयोगाच्या निर्णयाला आव्हान दिले असून पक्ष आणि चिन्ह शिंदे गटाला देण्याचा निर्णय रद्द करण्याची मागणी केली आहे. या प्रकरणी आज दोन्ही बाजूंचा युक्तिवाद ऐकला जाणार आहे. निकालानंतर राज्याच्या राजकारणात मोठ्या घडामोडी घडण्याची शक्यता वर्तविली जात आहे. यासंदर्भात शिवसेना उबाठा गटाचे खासदार संजय राऊत यांनी न्यायालयाकडून न्याय मिळेल, असा विश्वास व्यक्त केला आहे. [676,915,818,1151]
loan-waiver-headline: कर्जमाफीचे निकष जाहीर करणार [1007,833,1329,864]
it-park-story [668,1256,1284,1558]
congress-protest-box [780,602,1100,821]
speaker-portrait-photo [1280,232,1504,427]
it-park-byline: सोलापूर : प्रतिनिधी [678,1291,748,1303]
messenger-feature-body: मेसेंजरमध्ये प्रगत स्कॅम ओळख प्रणाली कार्यान्वित करण्यात येणार आहे. संभाषणाची स्कॅनिंग करून सामान्य स्कॅम पद्धती आढळल्यास वापरकर्त्यांना तत्काळ चेतावणी दिली जाईल. जर हे मेसेज स्कॅम असल्याचे आढळले, तर वापरकर्त्यांना पुढील कारवाईचे पर्यायही सुचविले जातील. ब्लॉक आणि रिपोर्ट करण्याची सुविधा एका क्लिकवर उपलब्ध करून दिली जाईल. [772,1719,1239,1758]
price-hike-headline: गॅस दरवाढीच्या विरोधात आक्रमक [780,436,988,455]
lead-subhead-left: व्यावसायिक गॅसचा तुटवडा [407,218,592,241]
judge-portrait [427,900,661,1065]
